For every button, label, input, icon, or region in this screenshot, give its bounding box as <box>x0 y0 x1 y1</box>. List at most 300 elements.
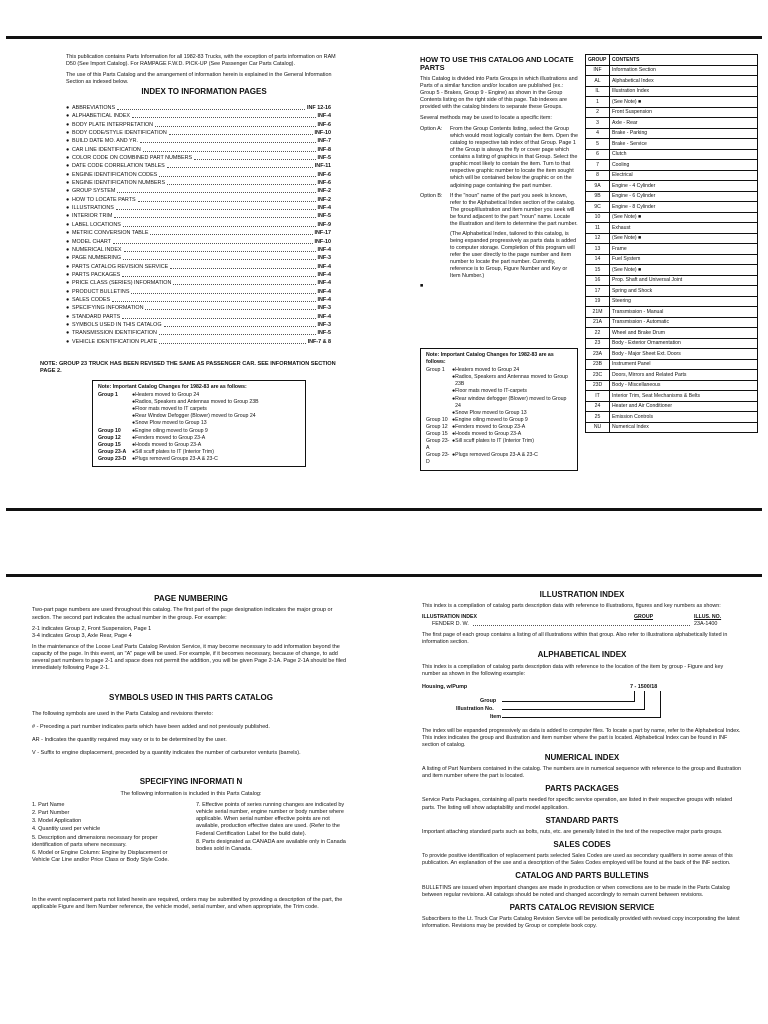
group-code: 1 <box>586 97 610 108</box>
bullet-icon: ● <box>452 423 456 430</box>
table-row <box>586 65 758 76</box>
group-code: 21A <box>586 317 610 328</box>
bullet-icon: ● <box>66 288 70 295</box>
index-leader <box>194 154 315 160</box>
group-code: 7 <box>586 160 610 171</box>
list-item: 2. Part Number <box>32 810 70 817</box>
changes-row <box>426 431 572 438</box>
index-row <box>66 121 331 129</box>
bottom-right-column <box>422 590 742 934</box>
bullet-symbol: ■ <box>420 282 424 289</box>
table-row <box>586 223 758 234</box>
bullet-icon: ● <box>452 395 456 402</box>
index-row <box>66 329 331 337</box>
alpha-example-ref: 7 - 1500/18 <box>630 683 658 690</box>
changes-row <box>426 452 572 466</box>
list-item: 6. Model or Engine Column: Engine by Displacement or Vehicle Car Line and/or Price Class or Body Style Code. <box>32 849 169 863</box>
intro-paragraph-1: This publication contains Parts Information for all 1982-83 Trucks, with the exception of parts information on RAM D50 (See Import Catalog). For RAMPAGE F.W.D. PICK-UP (See Passenger Car Parts Catalog). <box>66 54 336 68</box>
intro-paragraph-2: The use of this Parts Catalog and the arrangement of information herein is explained in the General Information Section as indexed below. <box>66 72 332 86</box>
index-ref: INF-4 <box>317 288 331 295</box>
changes-group: Group 23-A <box>426 438 450 452</box>
index-label: BODY CODE/STYLE IDENTIFICATION <box>72 130 167 137</box>
index-label: PAGE NUMBERING <box>72 255 122 262</box>
bullet-icon: ● <box>452 409 456 416</box>
changes-row <box>426 374 572 388</box>
parts-packages-title: PARTS PACKAGES <box>545 784 619 794</box>
index-ref: INF-7 & 8 <box>307 338 331 345</box>
index-row <box>66 212 331 220</box>
bullet-icon: ● <box>66 296 70 303</box>
sales-codes-p: To provide positive identification of replacement parts selected Sales Codes are used as secondary qualifiers in some areas of this publication. An explanation of the use and a description of the Sales Codes employed will be found at the back of the INF section. <box>422 853 733 867</box>
index-row <box>66 304 331 312</box>
changes-row <box>426 417 572 424</box>
index-label: CAR LINE IDENTIFICATION <box>72 146 141 153</box>
group-code: 12 <box>586 233 610 244</box>
changes-row <box>426 396 572 410</box>
changes-note-left <box>92 380 306 467</box>
index-row <box>66 296 331 304</box>
group-contents: Exhaust <box>610 223 758 234</box>
index-leader <box>117 187 315 193</box>
group-code: 3 <box>586 118 610 129</box>
index-ref: INF-6 <box>317 180 331 187</box>
group-contents: Instrument Panel <box>610 359 758 370</box>
option-b-text: If the "noun" name of the part you seek is known, refer to the Alphabetical Index section of the catalog. The group/illustration and item number you seek will be found adjacent to the part "noun" name. Locate the illustration and item to determine the part number. <box>450 192 578 227</box>
group-code: 17 <box>586 286 610 297</box>
changes-text: Engine oiling moved to Group 9 <box>135 427 208 434</box>
group-contents: Brake - Service <box>610 139 758 150</box>
illus-head-group: GROUP <box>634 614 654 621</box>
index-leader <box>167 162 313 168</box>
index-row <box>66 229 331 237</box>
changes-group <box>98 399 132 406</box>
table-row <box>586 275 758 286</box>
group-code: 9C <box>586 202 610 213</box>
group-code: 14 <box>586 254 610 265</box>
index-label: METRIC CONVERSION TABLE <box>72 230 149 237</box>
group-code: 24 <box>586 401 610 412</box>
option-b-note-text: (The Alphabetical Index, tailored to this catalog, is being expanded progressively as parts data is added to computer storage. Completion of this program will refer the user directly to the page number and item number to locate the part number. Currently, reference is to Group, Figure Number and Key or Item Number.) <box>450 230 577 279</box>
index-row <box>66 129 331 137</box>
group-contents: Fuel System <box>610 254 758 265</box>
bullet-icon: ● <box>66 263 70 270</box>
group-code: 19 <box>586 296 610 307</box>
index-label: LABEL LOCATIONS <box>72 221 121 228</box>
bullet-icon: ● <box>66 321 70 328</box>
changes-group: Group 10 <box>426 416 448 423</box>
group-contents: Brake - Parking <box>610 128 758 139</box>
table-row <box>586 86 758 97</box>
changes-row <box>98 392 300 399</box>
group-code: 9B <box>586 191 610 202</box>
changes-group: Group 15 <box>426 431 448 438</box>
bullet-icon: ● <box>452 431 456 438</box>
group-contents: Axle - Rear <box>610 118 758 129</box>
alpha-drop-illus <box>644 691 645 710</box>
list-item: 8. Parts designated as CANADA are available only in Canada bodies sold in Canada. <box>196 838 346 852</box>
changes-group <box>426 388 452 395</box>
list-item: 4. Quantity used per vehicle <box>32 826 101 833</box>
index-label: ENGINE IDENTIFICATION NUMBERS <box>72 180 166 187</box>
group-code: AL <box>586 76 610 87</box>
revision-p: Subscribers to the Lt. Truck Car Parts Catalog Revision Service will be periodically provided with revised copy incorporating the latest information. Revisions may be provided by Group or complete book copy. <box>422 916 740 930</box>
index-ref: INF-3 <box>317 255 331 262</box>
group-code: 23A <box>586 349 610 360</box>
index-leader <box>140 137 316 143</box>
bullet-icon: ● <box>132 413 136 420</box>
group-contents: Clutch <box>610 149 758 160</box>
howto-paragraph-2: Several methods may be used to locate a specific item: <box>420 115 552 122</box>
index-label: DATE CODE CORRELATION TABLES <box>72 163 165 170</box>
index-label: ILLUSTRATIONS <box>72 205 114 212</box>
bullet-icon: ● <box>132 427 136 434</box>
bullet-icon: ● <box>132 406 136 413</box>
group-contents: Numerical Index <box>610 422 758 433</box>
illus-example-no: 23A-1400 <box>694 621 718 628</box>
bottom-left-column <box>32 590 350 915</box>
index-ref: INF-2 <box>317 188 331 195</box>
changes-group: Group 23-D <box>426 452 450 466</box>
bullet-icon: ● <box>66 280 70 287</box>
changes-text: Heaters moved to Group 24 <box>135 392 200 399</box>
group-contents: Engine - 6 Cylinder <box>610 191 758 202</box>
group-contents: Prop. Shaft and Universal Joint <box>610 275 758 286</box>
specifying-footer: In the event replacement parts not listed herein are required, orders may be submitted by providing a description of the part, the applicable Figure and Item Number reference, the vehicle model, serial number, and when appropriate, the Trim code. <box>32 897 343 911</box>
index-label: PRODUCT BULLETINS <box>72 288 130 295</box>
table-header-row <box>586 55 758 66</box>
group-contents: Illustration Index <box>610 86 758 97</box>
index-ref: INF-4 <box>317 271 331 278</box>
table-row <box>586 212 758 223</box>
symbol-hash: # - Preceding a part number indicates parts which have been added and not previously published. <box>32 724 270 731</box>
changes-text: Heaters moved to Group 24 <box>455 367 520 374</box>
index-row <box>66 171 331 179</box>
index-leader <box>145 304 315 310</box>
changes-group: Group 1 <box>98 392 118 399</box>
changes-row <box>98 406 300 413</box>
standard-parts-title: STANDARD PARTS <box>545 815 619 825</box>
group-contents: (See Note) ■ <box>610 265 758 276</box>
page-numbering-p2: In the maintenance of the Loose Leaf Parts Catalog Revision Service, it may become necessary to add information beyond the capacity of the page. In this event, an "A" page will be used. For example, if it becomes necessary, because of change, to add several part numbers to page 2-1 and space does not permit the addition, you will be given Page 2-1A. Page 2-1A should be filed immediately following Page 2-1. <box>32 643 347 672</box>
changes-group <box>98 413 132 420</box>
bullet-icon: ● <box>132 448 136 455</box>
changes-text: Rear Window Defogger (Blower) moved to Group 24 <box>135 413 256 420</box>
index-row <box>66 204 331 212</box>
specifying-intro: The following information is included in this Parts Catalog: <box>120 790 262 797</box>
table-row <box>586 286 758 297</box>
numerical-index-title: NUMERICAL INDEX <box>544 752 620 762</box>
index-label: INTERIOR TRIM <box>72 213 113 220</box>
index-row <box>66 146 331 154</box>
changes-group <box>426 396 452 410</box>
group-code: 10 <box>586 212 610 223</box>
index-leader <box>113 238 313 244</box>
group-code: 2 <box>586 107 610 118</box>
group-code: 15 <box>586 265 610 276</box>
group-code: 23C <box>586 370 610 381</box>
option-a <box>420 126 578 189</box>
middle-rule-top <box>6 508 762 511</box>
bullet-icon: ● <box>132 455 136 462</box>
table-row <box>586 401 758 412</box>
illus-head-no: ILLUS. NO. <box>694 614 722 621</box>
symbols-title: SYMBOLS USED IN THIS PARTS CATALOG <box>108 692 273 702</box>
bullet-icon: ● <box>66 105 70 111</box>
bullet-icon: ● <box>66 313 70 320</box>
bullet-icon: ● <box>66 121 70 128</box>
index-label: BUILD DATE MO. AND YR. <box>72 138 138 145</box>
changes-row <box>98 428 300 435</box>
bullet-icon: ● <box>66 271 70 278</box>
standard-parts-p: Important attaching standard parts such as bolts, nuts, etc. are generally listed in the text of the respective major parts groups. <box>422 828 723 835</box>
bullet-icon: ● <box>132 392 136 399</box>
bullet-icon: ● <box>66 146 70 153</box>
index-ref: INF-4 <box>317 113 331 120</box>
index-row <box>66 246 331 254</box>
bullet-icon: ● <box>66 255 70 262</box>
table-row <box>586 370 758 381</box>
page-numbering-title: PAGE NUMBERING <box>154 594 228 603</box>
index-label: PARTS CATALOG REVISION SERVICE <box>72 263 169 270</box>
changes-text: Plugs removed Groups 23-A & 23-C <box>455 452 538 459</box>
changes-text: Sill scuff plates to IT (Interior Trim) <box>455 438 534 445</box>
index-leader <box>164 321 316 327</box>
bullet-icon: ● <box>452 438 456 445</box>
illustration-index-p1: This index is a compilation of catalog parts description data with reference to illustrations, figures and key numbers as shown: <box>422 603 721 610</box>
index-ref: INF-5 <box>317 213 331 220</box>
index-label: HOW TO LOCATE PARTS <box>72 196 136 203</box>
list-item: 1. Part Name <box>32 802 65 808</box>
index-ref: INF-6 <box>317 171 331 178</box>
table-row <box>586 317 758 328</box>
bullet-icon: ● <box>66 196 70 203</box>
option-a-text: From the Group Contents listing, select the Group which would most logically contain the item. Open the catalog to respective tab index of that Group. Page 1 of the Group is always the fly or cover page which contains a listing of graphics in that Group. Select the graphic most likely to contain the item. Turn to that respective graphic number to locate the item sought which will be contained below the graphic or on the adjoining page containing the part number. <box>450 126 578 189</box>
group-code: IL <box>586 86 610 97</box>
index-leader <box>132 112 316 118</box>
index-list <box>66 104 331 346</box>
index-ref: INF-9 <box>317 221 331 228</box>
index-row <box>66 221 331 229</box>
group-contents: Electrical <box>610 170 758 181</box>
index-leader <box>173 279 315 285</box>
bullet-icon: ● <box>452 452 456 459</box>
index-ref: INF-5 <box>317 330 331 337</box>
table-row <box>586 160 758 171</box>
bulletins-title: CATALOG AND PARTS BULLETINS <box>515 871 649 881</box>
revision-title: PARTS CATALOG REVISION SERVICE <box>509 902 655 912</box>
table-row <box>586 107 758 118</box>
bullet-icon: ● <box>66 205 70 212</box>
group-contents: Body - Major Sheet Ext. Doors <box>610 349 758 360</box>
group-code: 11 <box>586 223 610 234</box>
page-numbering-ex1: 2-1 indicates Group 2, Front Suspension, Page 1 <box>32 625 152 632</box>
group-code: 5 <box>586 139 610 150</box>
changes-group <box>426 374 452 388</box>
changes-row <box>426 410 572 417</box>
group-contents: Steering <box>610 296 758 307</box>
table-row <box>586 244 758 255</box>
index-ref: INF-5 <box>317 155 331 162</box>
index-ref: INF-4 <box>317 296 331 303</box>
index-leader <box>114 212 315 218</box>
index-title: INDEX TO INFORMATION PAGES <box>141 87 267 97</box>
index-label: MODEL CHART <box>72 238 111 245</box>
changes-group <box>98 420 132 427</box>
index-leader <box>143 146 316 152</box>
index-ref: INF-8 <box>317 146 331 153</box>
table-row <box>586 265 758 276</box>
changes-row <box>426 367 572 374</box>
alpha-index-title: ALPHABETICAL INDEX <box>537 650 627 660</box>
index-label: ABBREVIATIONS <box>72 105 116 111</box>
symbol-ar: AR - Indicates the quantity required may vary or is to be determined by the user. <box>32 737 227 744</box>
illustration-index-example <box>422 621 742 628</box>
bullet-icon: ● <box>66 171 70 178</box>
group-code: 25 <box>586 412 610 423</box>
index-row <box>66 263 331 271</box>
changes-note-right <box>420 348 578 471</box>
index-leader <box>169 129 313 135</box>
table-row <box>586 118 758 129</box>
index-row <box>66 179 331 187</box>
group-code: 21M <box>586 307 610 318</box>
table-row <box>586 139 758 150</box>
index-leader <box>131 288 315 294</box>
bullet-icon: ● <box>66 138 70 145</box>
bullet-icon: ● <box>66 188 70 195</box>
index-row <box>66 313 331 321</box>
index-label: ENGINE IDENTIFICATION CODES <box>72 171 158 178</box>
option-b-label: Option B: <box>420 192 443 199</box>
index-ref: INF-2 <box>317 196 331 203</box>
illustration-index-title: ILLUSTRATION INDEX <box>539 590 625 599</box>
sales-codes-title: SALES CODES <box>553 839 611 849</box>
group-code: IT <box>586 391 610 402</box>
group-contents: Information Section <box>610 65 758 76</box>
index-ref: INF-3 <box>317 321 331 328</box>
alpha-index-p2: The index will be expanded progressively as data is added to computer files. To locate a part by name, refer to the Alphabetical Index. This index indicates the group and illustration and item number where the part is located. Alphabetical Index can be found in INF section of catalog. <box>422 727 741 748</box>
bulletins-p: BULLETINS are issued when important changes are made in production or when corrections are to be made in the Parts Catalog between regular revisions. All catalogs should be noted and changed accordingly to remain current between revisions. <box>422 884 730 898</box>
group-code: NU <box>586 422 610 433</box>
header-contents: CONTENTS <box>610 55 758 66</box>
list-item: 5. Description and dimensions necessary for proper identification of parts where necessary. <box>32 834 158 848</box>
group-contents: Spring and Shock <box>610 286 758 297</box>
table-row <box>586 170 758 181</box>
table-row <box>586 391 758 402</box>
parts-packages-p: Service Parts Packages, containing all parts needed for specific service operation, are listed in their respective groups with related parts. The listing will show adaptability and model application. <box>422 797 733 811</box>
alpha-connector-illus <box>502 709 644 710</box>
index-leader <box>155 121 315 127</box>
table-row <box>586 76 758 87</box>
group-contents: Heater and Air Conditioner <box>610 401 758 412</box>
bullet-icon: ● <box>452 374 456 381</box>
group-contents: Wheel and Brake Drum <box>610 328 758 339</box>
group-contents: Front Suspension <box>610 107 758 118</box>
howto-paragraph-1: This Catalog is divided into Parts Groups in which illustrations and Parts of a similar function and/or location are published (ex.: Group 5 - Brakes, Group 9 - Engine) as shown in the Group Contents listing on the right side of this page. Tab indexes are provided with the catalog binders to separate these Groups. <box>420 76 578 111</box>
index-label: VEHICLE IDENTIFICATION PLATE <box>72 338 158 345</box>
index-label: GROUP SYSTEM <box>72 188 116 195</box>
alpha-connector-item <box>502 717 660 718</box>
bullet-icon: ● <box>132 434 136 441</box>
group-code: 23D <box>586 380 610 391</box>
group-contents: (See Note) ■ <box>610 233 758 244</box>
index-leader <box>116 204 316 210</box>
bullet-icon: ● <box>66 163 70 170</box>
table-row <box>586 338 758 349</box>
page-numbering-p1: Two-part page numbers are used throughout this catalog. The first part of the page designation indicates the major group or section. The second part indicates the actual number in the group. For example: <box>32 607 333 621</box>
changes-text: Hoods moved to Group 23-A <box>135 441 202 448</box>
changes-group <box>426 410 452 417</box>
index-ref: INF-4 <box>317 313 331 320</box>
index-leader <box>138 196 316 202</box>
changes-text: Sill scuff plates to IT (Interior Trim) <box>135 448 214 455</box>
table-row <box>586 422 758 433</box>
index-ref: INF-3 <box>317 305 331 312</box>
index-leader <box>170 263 315 269</box>
index-row <box>66 321 331 329</box>
index-row <box>66 104 331 112</box>
changes-group: Group 12 <box>98 434 121 441</box>
group-code: 22 <box>586 328 610 339</box>
changes-row <box>426 424 572 431</box>
top-rule <box>6 36 762 39</box>
group-contents: (See Note) ■ <box>610 97 758 108</box>
changes-text: Floor mats moved to IT-carpets <box>455 388 527 395</box>
index-ref: INF 12-16 <box>307 105 331 111</box>
changes-group: Group 15 <box>98 441 121 448</box>
group-contents: Transmission - Manual <box>610 307 758 318</box>
symbol-v: V - Suffix to engine displacement, preceded by a quantity indicates the number of carburetor venturis (barrels). <box>32 750 301 757</box>
index-row <box>66 279 331 287</box>
list-item: 7. Effective points of series running changes are indicated by vehicle serial number, engine number or body number where applicable. When serial number effective points are not available, production effective dates are used. (Refer to the Federal Certification Label for the build date). <box>196 802 345 837</box>
changes-text: Fenders moved to Group 23-A <box>455 423 526 430</box>
alpha-label-illus: Illustration No. <box>456 705 494 712</box>
bullet-icon: ● <box>66 130 70 137</box>
index-ref: INF-4 <box>317 280 331 287</box>
alpha-index-p1: This index is a compilation of catalog parts description data with reference to the location of the item by group - Figure and key number as shown in the following example: <box>422 663 724 677</box>
changes-group: Group 23-A <box>98 448 127 455</box>
bullet-icon: ● <box>66 213 70 220</box>
bullet-icon: ● <box>66 230 70 237</box>
group23-note: NOTE: GROUP 23 TRUCK HAS BEEN REVISED THE SAME AS PASSENGER CAR. SEE INFORMATION SECTION PAGE 2. <box>40 361 336 375</box>
index-row <box>66 162 331 170</box>
index-label: PARTS PACKAGES <box>72 271 121 278</box>
changes-text: Plugs removed Groups 23-A & 23-C <box>135 455 218 462</box>
changes-text: Rear window defogger (Blower) moved to Group 24 <box>455 395 567 409</box>
group-contents: Engine - 8 Cylinder <box>610 202 758 213</box>
changes-group: Group 12 <box>426 423 448 430</box>
group-contents: Doors, Mirrors and Related Parts <box>610 370 758 381</box>
index-row <box>66 154 331 162</box>
table-row <box>586 233 758 244</box>
index-leader <box>150 229 312 235</box>
index-row <box>66 196 331 204</box>
changes-row <box>98 456 300 463</box>
table-row <box>586 254 758 265</box>
index-row <box>66 254 331 262</box>
index-label: SPECIFYING INFORMATION <box>72 305 144 312</box>
index-leader <box>159 171 315 177</box>
table-row <box>586 359 758 370</box>
table-row <box>586 191 758 202</box>
changes-row <box>98 449 300 456</box>
index-leader <box>159 329 316 335</box>
bullet-icon: ● <box>66 113 70 120</box>
illus-head-name: ILLUSTRATION INDEX <box>422 614 477 621</box>
table-row <box>586 202 758 213</box>
option-a-label: Option A: <box>420 126 443 133</box>
table-row <box>586 296 758 307</box>
